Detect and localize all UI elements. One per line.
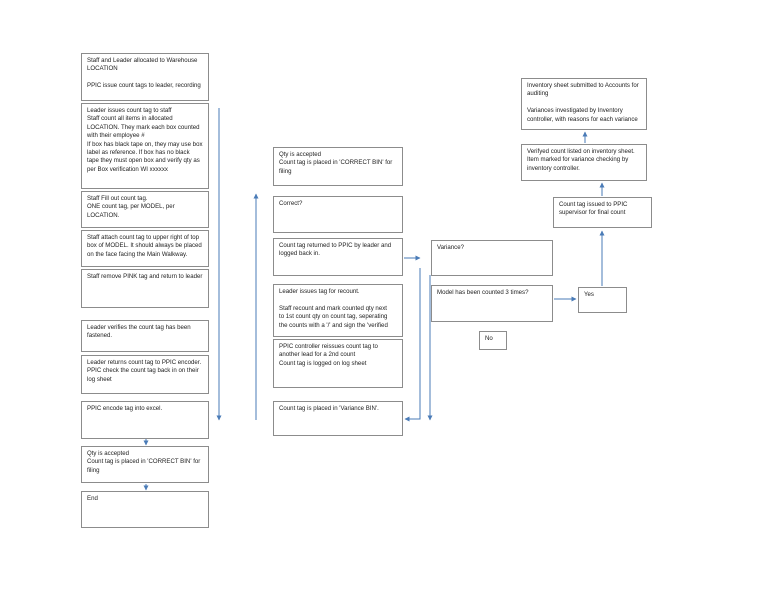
box-text: Staff and Leader allocated to Warehouse LOCATION PPIC issue count tags to leader, recording xyxy=(87,57,201,90)
box-text: Correct? xyxy=(279,200,303,207)
box-text: Leader returns count tag to PPIC encoder. PPIC check the count tag back in on their log sheet xyxy=(87,359,202,383)
box-text: End xyxy=(87,495,98,502)
box-text: PPIC encode tag into excel. xyxy=(87,405,163,412)
box-text: Count tag returned to PPIC by leader and logged back in. xyxy=(279,242,392,258)
box-text: Qty is accepted Count tag is placed in 'CORRECT BIN' for filing xyxy=(279,151,393,175)
box-text: Staff Fill out count tag. ONE count tag, per MODEL, per LOCATION. xyxy=(87,195,175,219)
box-text: Leader verifies the count tag has been fastened. xyxy=(87,324,191,340)
box-text: Qty is accepted Count tag is placed in 'CORRECT BIN' for filing xyxy=(87,450,201,474)
box-text: Inventory sheet submitted to Accounts for auditing Variances investigated by Inventory controller, with reasons for each variance xyxy=(527,82,639,123)
box-text: Leader issues count tag to staff Staff count all items in allocated LOCATION. They mark each box counted with their employee # If box has black tape on, they may use box label as reference. If box has no black tape they must open box and verify qty as per Box verification WI xxxxxx xyxy=(87,107,203,173)
box-text: Model has been counted 3 times? xyxy=(437,289,529,296)
box-text: Staff remove PINK tag and return to leader xyxy=(87,273,203,280)
box-text: Variance? xyxy=(437,244,464,251)
box-text: Count tag is placed in 'Variance BIN'. xyxy=(279,405,379,412)
arrow-down-to-variance-bin xyxy=(405,268,420,419)
box-text: Yes xyxy=(584,291,594,298)
box-text: No xyxy=(485,335,493,342)
connector-lines xyxy=(146,108,602,490)
box-text: Staff attach count tag to upper right of top box of MODEL. It should always be placed on the face facing the Main Walkway. xyxy=(87,234,202,258)
box-text: Verifyed count listed on inventory sheet. Item marked for variance checking by inventory controller. xyxy=(527,148,635,172)
box-text: Count tag issued to PPIC supervisor for final count xyxy=(559,201,628,217)
box-text: PPIC controller reissues count tag to another lead for a 2nd count Count tag is logged on log sheet xyxy=(279,343,378,367)
box-text: Leader issues tag for recount. Staff recount and mark counted qty next to 1st count qty on count tag, seperating the counts with a '/' and sign the 'verified xyxy=(279,288,388,329)
